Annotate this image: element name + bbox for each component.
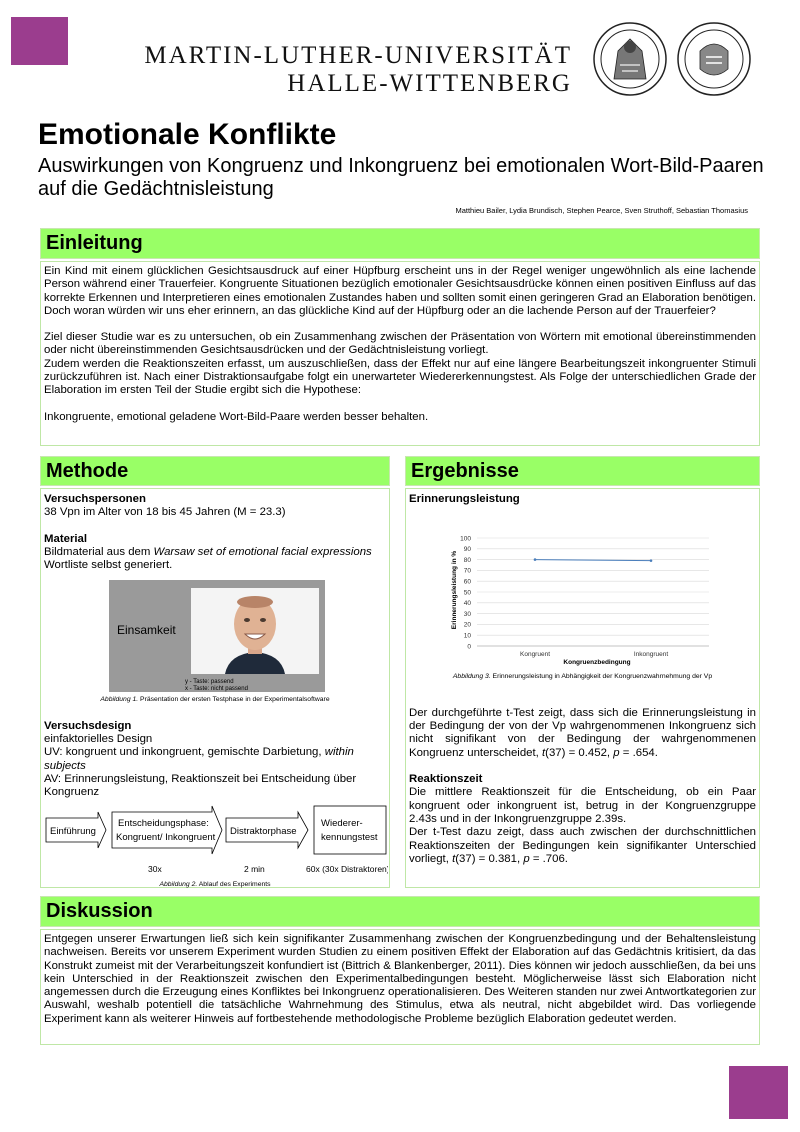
design-italic: within subjects bbox=[44, 746, 354, 772]
fig1-photo bbox=[191, 588, 319, 674]
result-text: Der durchgeführte t-Test zeigt, dass sich die Erinnerungsleistung in der Bedingung der von der Vp wahrgenommenen Inkongruenz sich nicht signifikant von der Bedingung der wahrgenommenen Kongruenz unterscheidet, bbox=[409, 706, 756, 759]
diskussion-body bbox=[40, 929, 760, 1045]
flow-step-4a: Wiederer- bbox=[321, 817, 363, 829]
flow-step-4b: kennungstest bbox=[321, 831, 378, 843]
stat-value: (37) = 0.381, bbox=[455, 852, 524, 865]
y-tick-label: 40 bbox=[463, 600, 471, 608]
design-text: UV: kongruent und inkongruent, gemischte Darbietung, bbox=[44, 746, 325, 759]
figure-3-caption bbox=[409, 670, 756, 683]
caption-text: Erinnerungsleistung in Abhängigkeit der Kongruenzwahrnehmung der Vp bbox=[490, 672, 713, 680]
hypothesis: Inkongruente, emotional geladene Wort-Bild-Paare werden besser behalten. bbox=[44, 410, 429, 423]
versuchspersonen-text: 38 Vpn im Alter von 18 bis 45 Jahren (M = 23.3) bbox=[44, 506, 286, 519]
caption-label: Abbildung 2. bbox=[159, 880, 198, 888]
diskussion-text: Entgegen unserer Erwartungen ließ sich kein signifikanter Zusammenhang zwischen der Kongruenzbedingung und der Behaltensleistung nachweisen. Bereits vor unserem Experiment wurden Studien zu einem positiven Effekt der Elaboration auf das Gedächtnis kritisiert, da das Konstrukt zumeist mit der Verarbeitungszeit konfundiert ist (Bittrich & Blankenberger, 2011). Dies können wir jedoch ausschließen, da bei uns kein Unterschied in der Reaktionszeit zwischen den Experimentalbedingungen besteht. Möglicherweise lässt sich Elaboration nicht angemessen durch die Erzeugung eines Konfliktes bei Inkongruenz operationalisieren. Des Weiteren standen nur zwei Antwortkategorien zur Auswahl, weshalb potentiell die tatsächliche Wahrnehmung des Stimulus, etwa als neutral, nicht abgebildet wird. Das vorliegende Experiment kann als weiterer Hinweis auf fortbestehende methodologische Probleme bezüglich Elaboration gedeutet werden. bbox=[44, 933, 756, 1025]
einleitung-paragraph: Ziel dieser Studie war es zu untersuchen, ob ein Zusammenhang zwischen der Präsentation von Wörtern mit emotional übereinstimmenden oder nicht übereinstimmenden Gesichtsausdrücken und der Gedächtnisleistung vorliegt. bbox=[44, 331, 756, 357]
university-seal-right bbox=[676, 21, 752, 97]
y-tick-label: 20 bbox=[463, 621, 471, 629]
data-point bbox=[534, 559, 537, 562]
y-tick-label: 80 bbox=[463, 557, 471, 565]
reaction-time-text: Die mittlere Reaktionszeit für die Entscheidung, ob ein Paar kongruent oder inkongruent ist, betrug in der Kongruenzgruppe 2.43s und in der Inkongruenzgruppe 2.39s. bbox=[409, 786, 756, 825]
y-tick-label: 60 bbox=[463, 578, 471, 586]
wordlist-text: Wortliste selbst generiert. bbox=[44, 559, 173, 572]
figure-1 bbox=[109, 580, 325, 692]
material-text-part: Bildmaterial aus dem bbox=[44, 545, 154, 558]
material-heading: Material bbox=[44, 532, 88, 545]
material-dataset-name: Warsaw set of emotional facial expressions bbox=[153, 545, 372, 558]
caption-text: Präsentation der ersten Testphase in der Experimentalsoftware bbox=[138, 696, 330, 704]
result-text: Der t-Test dazu zeigt, dass auch zwischen der durchschnittlichen Reaktionszeiten der Bedingungen kein signifikanter Unterschied vorliegt, bbox=[409, 826, 756, 865]
einleitung-body bbox=[40, 261, 760, 446]
design-line: AV: Erinnerungsleistung, Reaktionszeit bei Entscheidung über Kongruenz bbox=[44, 772, 357, 799]
stat-value: (37) = 0.452, bbox=[545, 746, 614, 759]
erinnerungsleistung-heading: Erinnerungsleistung bbox=[409, 493, 520, 505]
y-tick-label: 10 bbox=[463, 632, 471, 640]
ergebnisse-heading: Ergebnisse bbox=[405, 456, 760, 486]
corner-square-top bbox=[11, 17, 68, 65]
ttest-rt-text bbox=[409, 826, 756, 866]
material-text bbox=[44, 546, 386, 559]
y-tick-label: 100 bbox=[460, 535, 471, 543]
fig1-word: Einsamkeit bbox=[117, 623, 176, 638]
data-point bbox=[650, 560, 653, 563]
methode-body bbox=[40, 488, 390, 888]
einleitung-paragraph: Ein Kind mit einem glücklichen Gesichtsausdruck auf einer Hüpfburg erscheint uns in der Regel weniger ungewöhnlich als eine lachende Person während einer Trauerfeier. Kongruente Situationen bezüglich emotionaler Gesichtsausdrücke können einen positiven Einfluss auf das korrekte Erkennen und Interpretieren eines emotionalen Zustandes haben und sollten somit einen geringeren Grad an Elaboration benötigen. Doch woran würden wir uns eher erinnern, an das glückliche Kind auf der Hüpfburg oder an die lachende Person auf der Trauerfeier? bbox=[44, 265, 756, 317]
university-name-line2: HALLE-WITTENBERG bbox=[287, 70, 572, 97]
ttest-recall-text bbox=[409, 707, 756, 760]
flow-time-1: 30x bbox=[148, 863, 162, 874]
authors: Matthieu Bailer, Lydia Brundisch, Stephen Pearce, Sven Struthoff, Sebastian Thomasius bbox=[455, 206, 748, 215]
design-line: einfaktorielles Design bbox=[44, 733, 153, 746]
caption-label: Abbildung 3. bbox=[452, 672, 491, 680]
versuchsdesign-heading: Versuchsdesign bbox=[44, 719, 132, 732]
flow-time-3: 60x (30x Distraktoren) bbox=[306, 863, 388, 874]
procedure-flow-diagram bbox=[44, 802, 388, 876]
y-tick-label: 50 bbox=[463, 589, 471, 597]
recall-chart bbox=[409, 508, 758, 666]
y-tick-label: 70 bbox=[463, 567, 471, 575]
diskussion-heading: Diskussion bbox=[40, 896, 760, 927]
stat-value: = .706. bbox=[529, 852, 568, 865]
university-name-line1: MARTIN-LUTHER-UNIVERSITÄT bbox=[144, 42, 572, 69]
university-seal-left bbox=[592, 21, 668, 97]
methode-heading: Methode bbox=[40, 456, 390, 486]
flow-time-2: 2 min bbox=[244, 863, 265, 874]
flow-step-2a: Entscheidungsphase: bbox=[118, 817, 209, 829]
flow-step-1: Einführung bbox=[50, 825, 96, 837]
reaktionszeit-heading: Reaktionszeit bbox=[409, 773, 483, 786]
versuchspersonen-heading: Versuchspersonen bbox=[44, 493, 146, 505]
corner-square-bottom bbox=[729, 1066, 788, 1119]
x-tick-label: Inkongruent bbox=[633, 651, 669, 659]
figure-2-caption bbox=[44, 878, 386, 891]
stat-symbol: t bbox=[452, 852, 456, 865]
flow-step-3: Distraktorphase bbox=[230, 825, 297, 837]
design-line bbox=[44, 746, 386, 773]
einleitung-heading: Einleitung bbox=[40, 228, 760, 259]
y-tick-label: 90 bbox=[463, 546, 471, 554]
ergebnisse-body bbox=[405, 488, 760, 888]
x-axis-label: Kongruenzbedingung bbox=[563, 659, 631, 667]
einleitung-paragraph: Zudem werden die Reaktionszeiten erfasst, um auszuschließen, dass der Effekt nur auf eine längere Bearbeitungszeit inkongruenter Stimuli zurückzuführen ist. Nach einer Distraktionsaufgabe folgt ein unerwarteter Wiedererkennungstest. Als Folge der unterschiedlichen Grade der Elaboration im ersten Teil der Studie ergibt sich die Hypothese: bbox=[44, 357, 756, 397]
y-axis-label: Erinnerungsleistung in % bbox=[451, 551, 458, 630]
stat-symbol: p bbox=[523, 852, 530, 865]
poster-title: Emotionale Konflikte bbox=[38, 118, 337, 151]
stat-symbol: p bbox=[613, 746, 620, 759]
y-tick-label: 0 bbox=[467, 643, 471, 651]
caption-text: Ablauf des Experiments bbox=[197, 880, 271, 888]
stat-symbol: t bbox=[542, 746, 546, 759]
y-tick-label: 30 bbox=[463, 611, 471, 619]
flow-step-2b: Kongruent/ Inkongruent bbox=[116, 831, 216, 843]
poster-subtitle: Auswirkungen von Kongruenz und Inkongruenz bei emotionalen Wort-Bild-Paaren auf die Gedächtnisleistung bbox=[38, 155, 764, 200]
face-photo-icon bbox=[191, 588, 319, 674]
fig1-key-y: y - Taste: passend bbox=[185, 679, 234, 686]
x-tick-label: Kongruent bbox=[520, 651, 550, 659]
caption-label: Abbildung 1. bbox=[100, 696, 139, 704]
stat-value: = .654. bbox=[619, 746, 658, 759]
fig1-key-x: x - Taste: nicht passend bbox=[185, 686, 248, 693]
